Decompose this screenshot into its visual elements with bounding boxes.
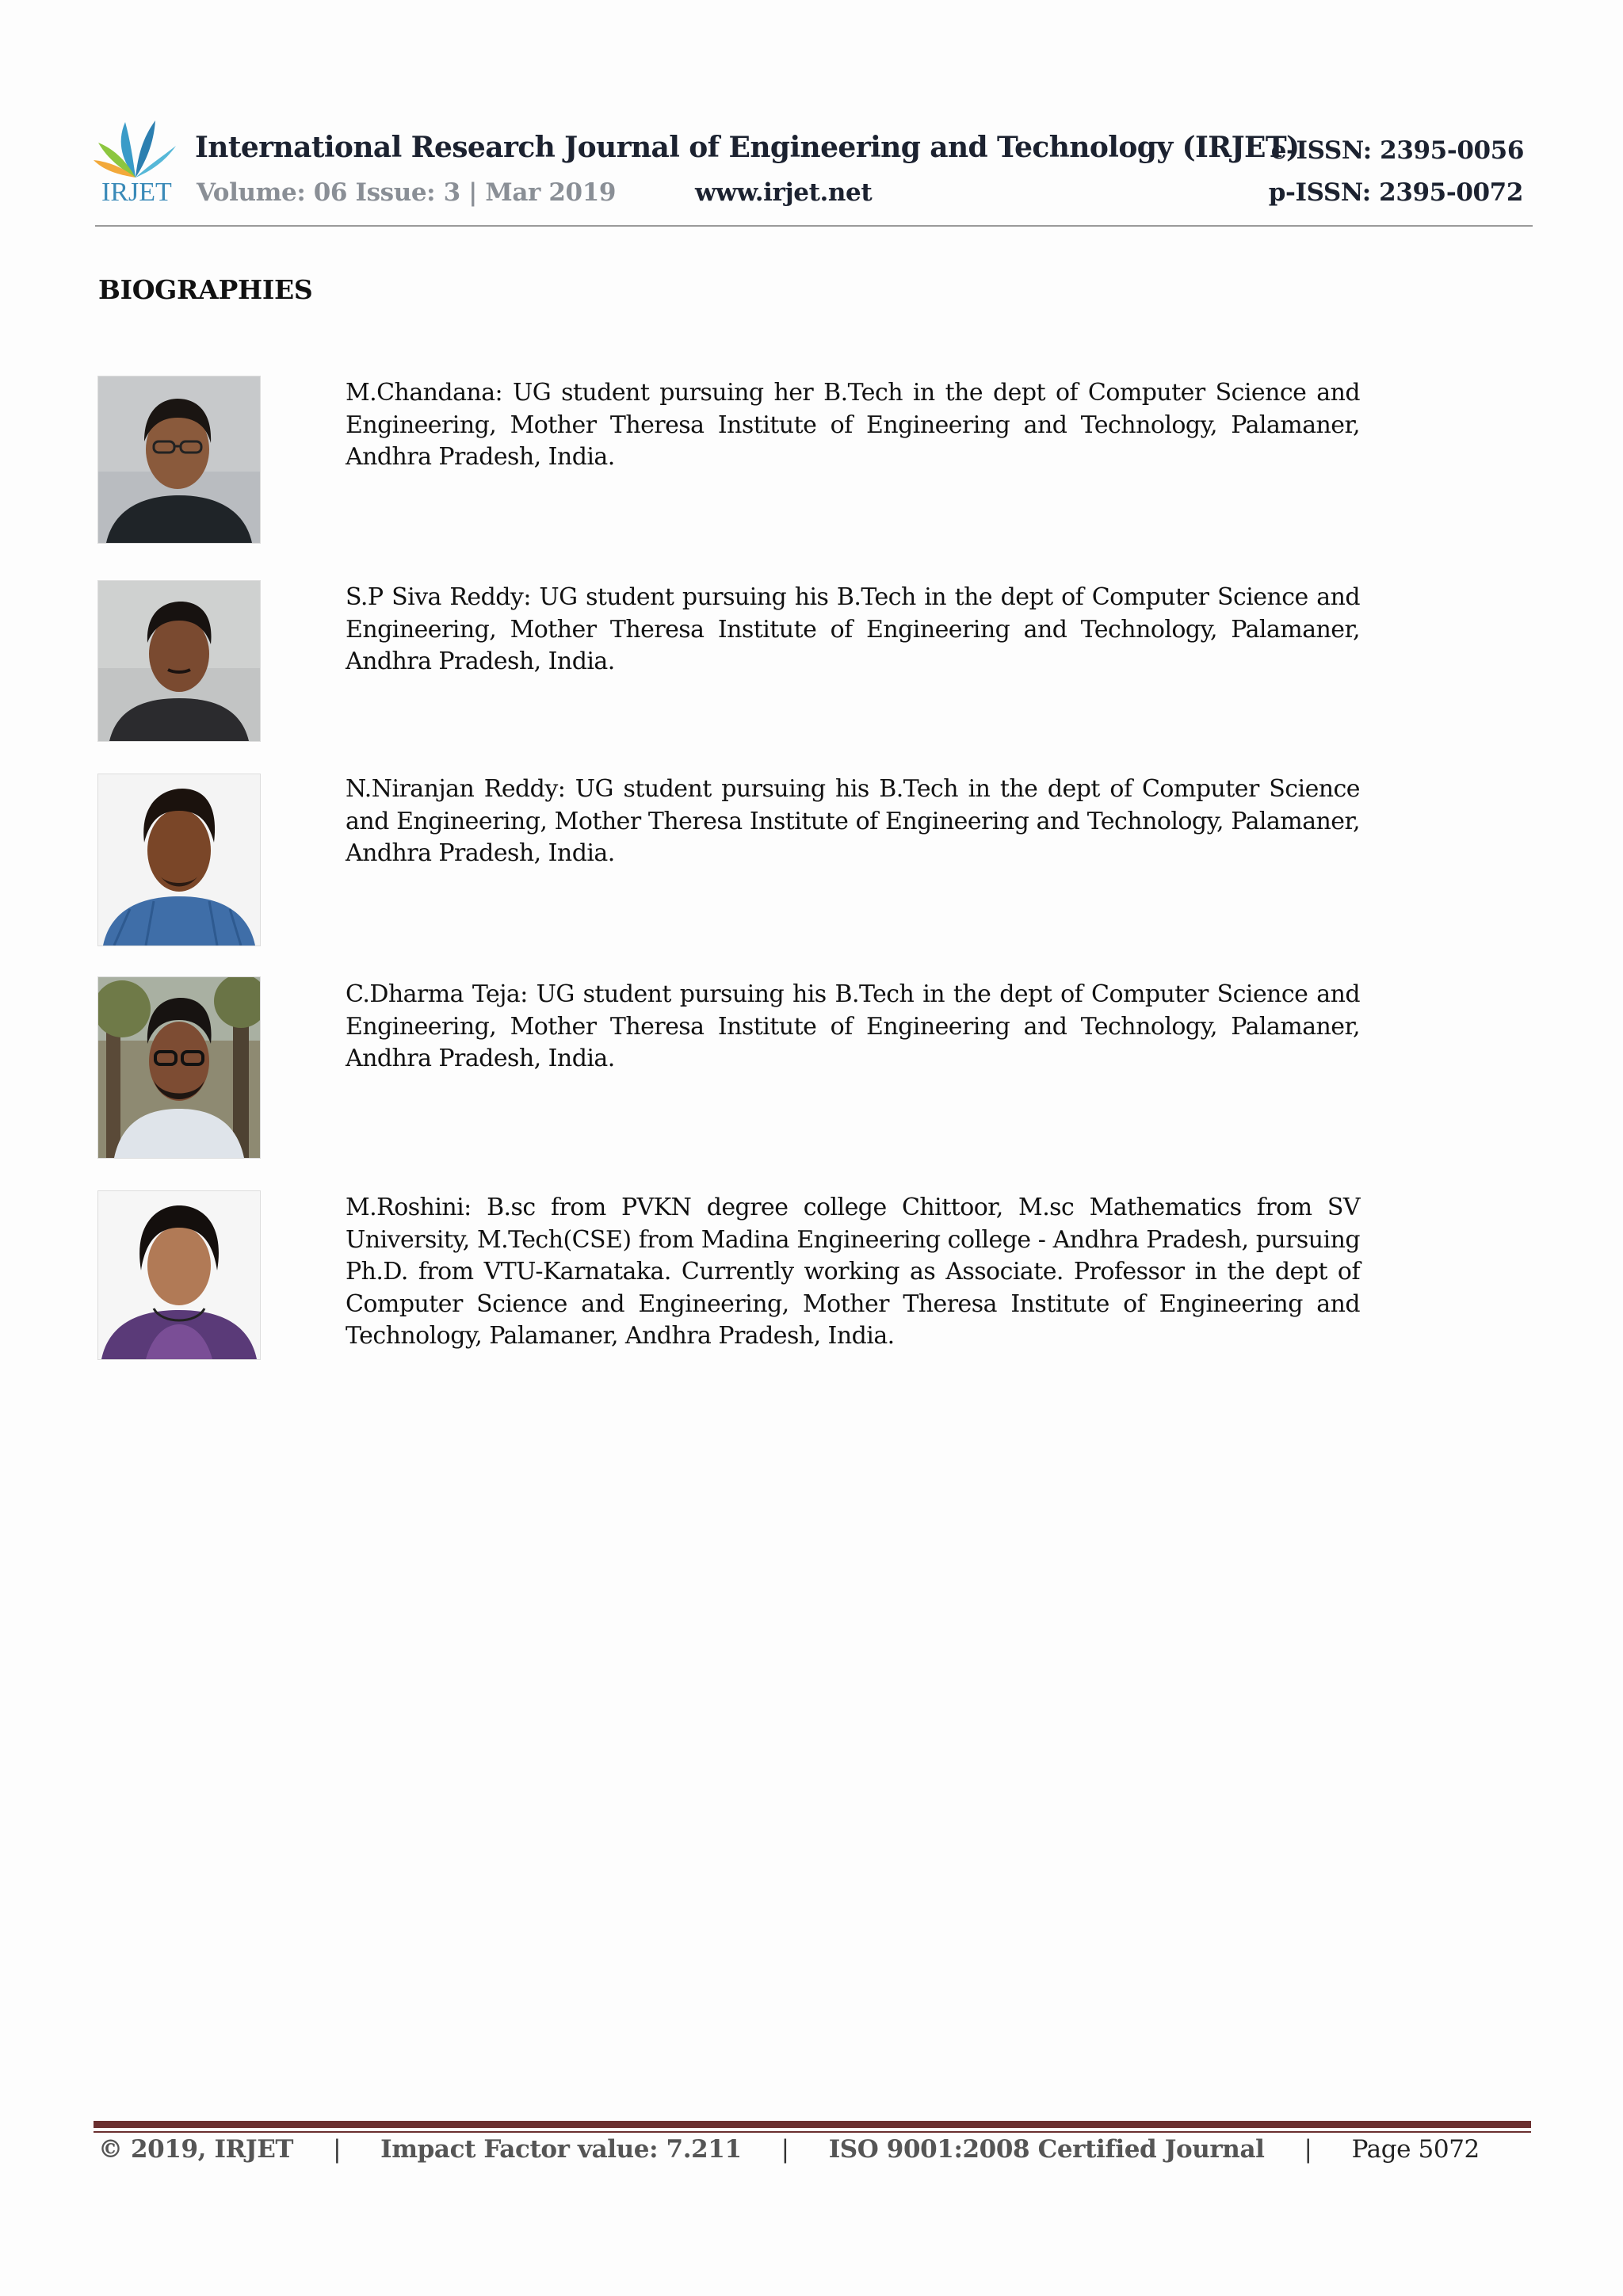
biography-text: M.Chandana: UG student pursuing her B.Tech in the dept of Computer Science and Engineering, Mother Theresa Institute of Engineering and Technology, Palamaner, Andhra Pradesh, India.	[346, 379, 1360, 471]
footer-divider-thick	[94, 2121, 1531, 2128]
footer	[98, 2135, 1480, 2164]
author-photo	[97, 976, 261, 1159]
footer-iso-certification: ISO 9001:2008 Certified Journal	[828, 2135, 1265, 2164]
footer-impact-factor: Impact Factor value: 7.211	[380, 2135, 742, 2164]
irjet-logo	[92, 116, 179, 212]
page-number: Page 5072	[1351, 2135, 1480, 2164]
biography-text: M.Roshini: B.sc from PVKN degree college Chittoor, M.sc Mathematics from SV University, M.Tech(CSE) from Madina Engineering college - Andhra Pradesh, pursuing Ph.D. from VTU-Karnataka. Currently working as Associate. Professor in the dept of Computer Science and Engineering, Mother Theresa Institute of Engineering and Technology, Palamaner, Andhra Pradesh, India.	[346, 1194, 1360, 1350]
author-photo	[97, 774, 261, 946]
author-photo	[97, 580, 261, 742]
journal-title: International Research Journal of Engineering and Technology (IRJET)	[195, 131, 1300, 164]
footer-separator: |	[333, 2135, 342, 2164]
e-issn: e-ISSN: 2395-0056	[1270, 136, 1524, 165]
section-heading: BIOGRAPHIES	[98, 274, 313, 305]
logo-text: IRJET	[101, 178, 172, 207]
biography-text: C.Dharma Teja: UG student pursuing his B.Tech in the dept of Computer Science and Engineering, Mother Theresa Institute of Engineering and Technology, Palamaner, Andhra Pradesh, India.	[346, 980, 1360, 1072]
footer-separator: |	[781, 2135, 789, 2164]
biography-text: N.Niranjan Reddy: UG student pursuing his B.Tech in the dept of Computer Science and Engineering, Mother Theresa Institute of Engineering and Technology, Palamaner, Andhra Pradesh, India.	[346, 775, 1360, 867]
biography-text: S.P Siva Reddy: UG student pursuing his B.Tech in the dept of Computer Science and Engineering, Mother Theresa Institute of Engineering and Technology, Palamaner, Andhra Pradesh, India.	[346, 583, 1360, 675]
footer-divider-thin	[94, 2131, 1531, 2133]
footer-copyright: © 2019, IRJET	[98, 2135, 294, 2164]
volume-issue: Volume: 06 Issue: 3 | Mar 2019	[197, 178, 617, 207]
logo-leaves-icon	[92, 116, 179, 179]
footer-separator: |	[1304, 2135, 1312, 2164]
journal-website-link[interactable]: www.irjet.net	[695, 178, 873, 207]
author-photo	[97, 376, 261, 544]
header-divider	[95, 225, 1533, 227]
author-photo	[97, 1190, 261, 1360]
p-issn: p-ISSN: 2395-0072	[1268, 178, 1523, 207]
